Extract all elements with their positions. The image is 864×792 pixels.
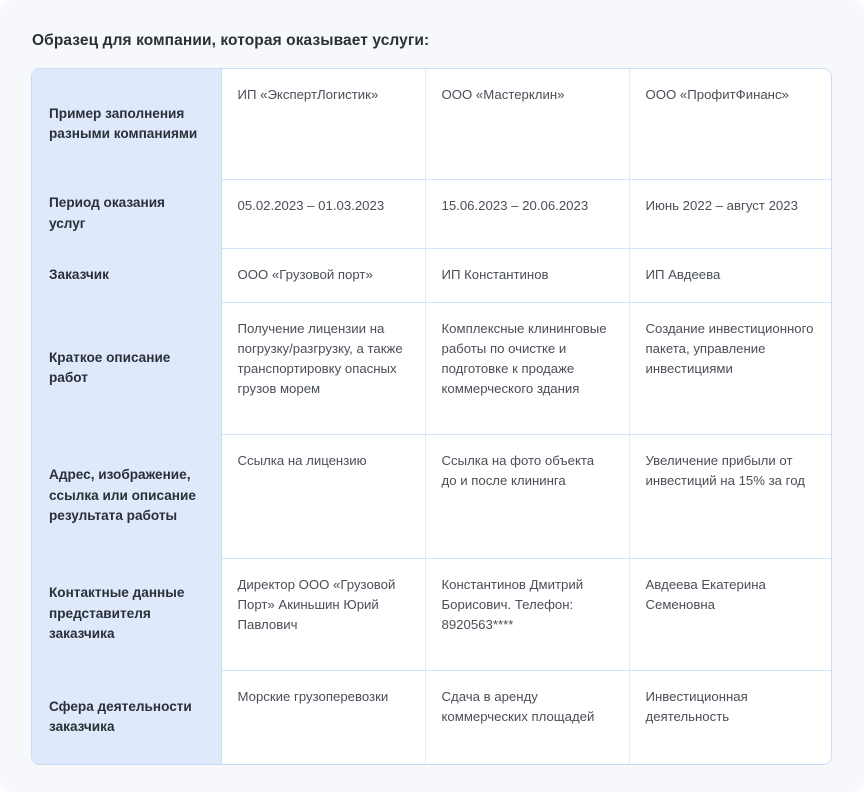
table-cell: ООО «ПрофитФинанс» <box>629 69 832 179</box>
table-row <box>32 179 832 248</box>
table-cell: Ссылка на лицензию <box>221 434 425 558</box>
table-cell: 15.06.2023 – 20.06.2023 <box>425 179 629 248</box>
table-cell: Создание инвестиционного пакета, управление инвестициями <box>629 302 832 434</box>
row-label: Адрес, изображение, ссылка или описание результата работы <box>32 434 221 558</box>
sample-table <box>32 69 832 764</box>
table-cell: 05.02.2023 – 01.03.2023 <box>221 179 425 248</box>
row-label: Пример заполнения разными компаниями <box>32 69 221 179</box>
table-cell: Авдеева Екатерина Семеновна <box>629 558 832 670</box>
table-row <box>32 434 832 558</box>
table-cell: ИП Авдеева <box>629 248 832 302</box>
row-label: Краткое описание работ <box>32 302 221 434</box>
table-row <box>32 69 832 179</box>
row-label: Сфера деятельности заказчика <box>32 670 221 764</box>
table-cell: Увеличение прибыли от инвестиций на 15% за год <box>629 434 832 558</box>
table-cell: Морские грузоперевозки <box>221 670 425 764</box>
page-title: Образец для компании, которая оказывает услуги: <box>32 32 430 49</box>
row-label: Заказчик <box>32 248 221 302</box>
table-cell: ООО «Грузовой порт» <box>221 248 425 302</box>
row-label: Контактные данные представителя заказчика <box>32 558 221 670</box>
table-row <box>32 302 832 434</box>
table-cell: Инвестиционная деятельность <box>629 670 832 764</box>
sample-table-container <box>31 68 832 765</box>
table-row <box>32 248 832 302</box>
table-cell: ИП Константинов <box>425 248 629 302</box>
table-row <box>32 558 832 670</box>
table-cell: Получение лицензии на погрузку/разгрузку, а также транспортировку опасных грузов морем <box>221 302 425 434</box>
row-label: Период оказания услуг <box>32 179 221 248</box>
table-cell: Июнь 2022 – август 2023 <box>629 179 832 248</box>
table-row <box>32 670 832 764</box>
table-cell: Константинов Дмитрий Борисович. Телефон: 8920563**** <box>425 558 629 670</box>
table-cell: Сдача в аренду коммерческих площадей <box>425 670 629 764</box>
table-cell: Ссылка на фото объекта до и после клининга <box>425 434 629 558</box>
table-cell: ООО «Мастерклин» <box>425 69 629 179</box>
table-cell: ИП «ЭкспертЛогистик» <box>221 69 425 179</box>
table-cell: Директор ООО «Грузовой Порт» Акиньшин Юрий Павлович <box>221 558 425 670</box>
table-cell: Комплексные клининговые работы по очистке и подготовке к продаже коммерческого здания <box>425 302 629 434</box>
